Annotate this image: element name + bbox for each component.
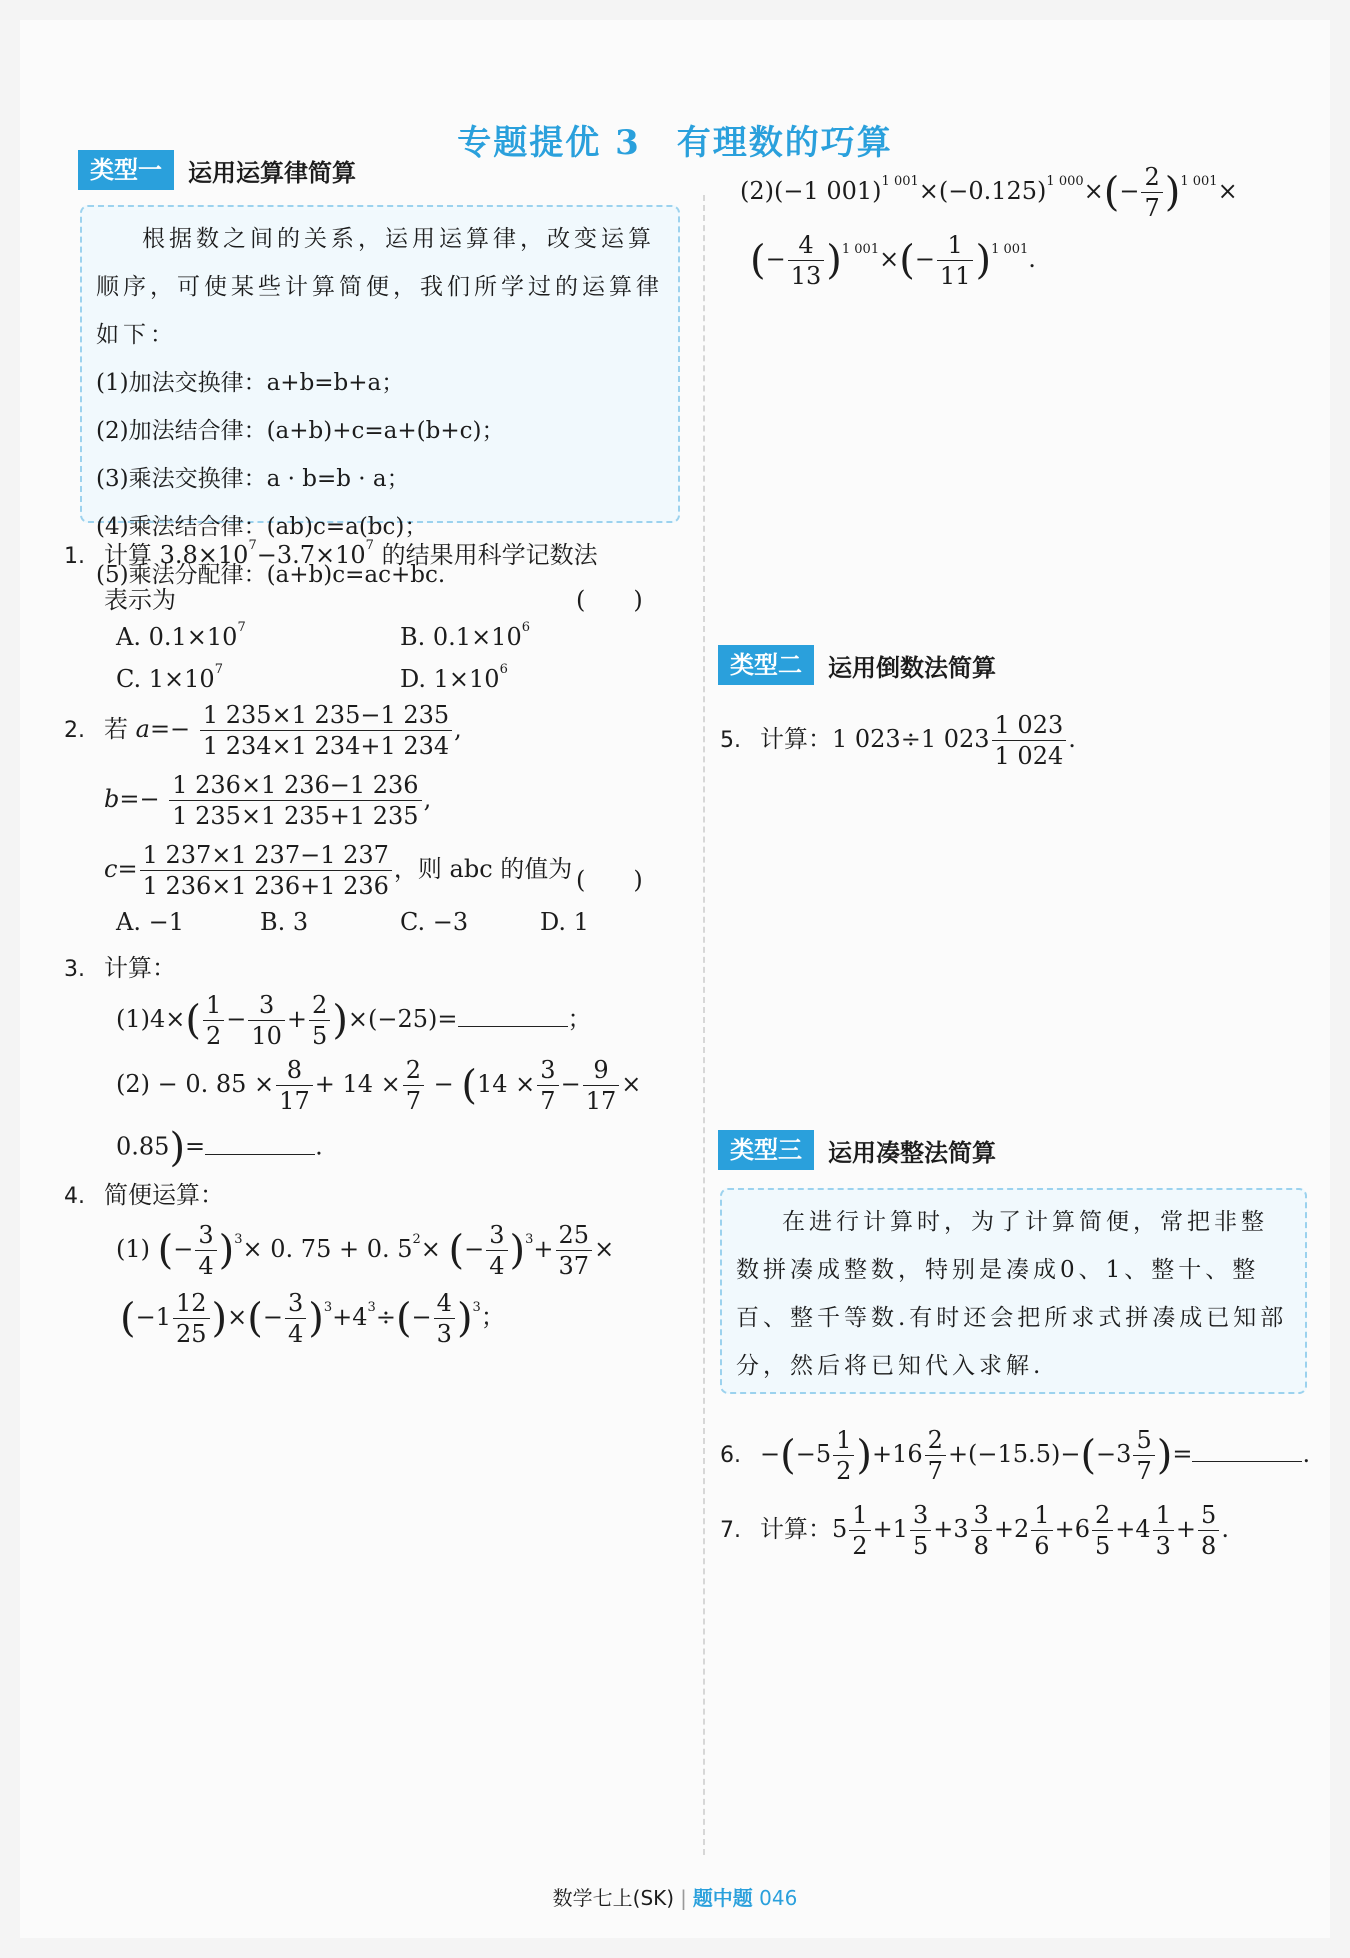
q6-c: +(−15.5)− (947, 1440, 1081, 1468)
denominator: 2 (852, 1532, 868, 1560)
denominator: 2 (836, 1457, 852, 1485)
q2-answer-paren: ( ) (576, 866, 643, 894)
question-number: 6. (720, 1443, 741, 1468)
denominator: 17 (585, 1087, 617, 1115)
section-1-tag: 类型一 (78, 150, 174, 190)
denominator: 4 (489, 1252, 505, 1280)
q1-stem-a: 计算 3.8×10 (104, 541, 249, 569)
page (20, 20, 1330, 1938)
law-5: (5)乘法分配律：(a+b)c=ac+bc. (96, 562, 446, 588)
numerator: 8 (276, 1055, 313, 1086)
exp: 3 (472, 1300, 481, 1315)
fraction (276, 1055, 313, 1116)
denominator: 4 (198, 1252, 214, 1280)
numerator: 1 237×1 237−1 237 (140, 840, 392, 871)
paren: ( (185, 997, 201, 1044)
denominator: 7 (540, 1087, 556, 1115)
equals: = (1172, 1440, 1193, 1468)
option-base: 1×10 (433, 665, 500, 693)
law-2: (2)加法结合律：(a+b)+c=a+(b+c)； (96, 418, 505, 444)
fraction (971, 1500, 992, 1561)
section-3-tag: 类型三 (718, 1130, 814, 1170)
denominator: 4 (287, 1320, 304, 1348)
semicolon: ； (480, 1303, 505, 1331)
exp: 1 000 (1046, 174, 1084, 189)
option-base: 1×10 (148, 665, 215, 693)
tip-intro: 根据数之间的关系，运用运算律，改变运算顺序，可使某些计算简便，我们所学过的运算律如下： (96, 226, 663, 348)
law-4: (4)乘法结合律：(ab)c=a(bc)； (96, 514, 428, 540)
numerator: 3 (971, 1500, 992, 1531)
q1-answer-paren: ( ) (576, 586, 643, 614)
fraction (583, 1055, 620, 1116)
numerator: 2 (1092, 1500, 1113, 1531)
q3-p2-pre: (2) − 0. 85 × (116, 1070, 275, 1098)
q2-c-fraction (140, 840, 392, 901)
footer-separator: | (680, 1886, 687, 1910)
q2-b-fraction (169, 770, 421, 831)
q7-t5: +6 (1054, 1515, 1090, 1543)
numerator: 3 (195, 1220, 216, 1251)
fraction (203, 990, 224, 1051)
option-letter: A. (116, 623, 141, 651)
fraction (1141, 162, 1162, 223)
option-letter: C. (116, 665, 142, 693)
q3-p2-mid: + 14 × (314, 1070, 401, 1098)
denominator: 7 (1136, 1457, 1152, 1485)
paren: ( (899, 237, 915, 284)
q2-option-c[interactable]: C. −3 (400, 908, 469, 936)
option-base: 0.1×10 (148, 623, 238, 651)
exp: 3 (367, 1300, 376, 1315)
q3-p1-end: ； (567, 1005, 592, 1033)
fraction (403, 1055, 424, 1116)
paren: ) (1164, 169, 1181, 216)
q3-p2-end: 0.85 (116, 1132, 170, 1161)
denominator: 1 234×1 234+1 234 (202, 732, 450, 760)
numerator: 5 (1198, 1500, 1219, 1531)
denominator: 2 (205, 1022, 222, 1050)
q2-option-b[interactable]: B. 3 (260, 908, 309, 936)
section-3-header (718, 1130, 996, 1170)
question-7 (720, 1500, 1229, 1561)
numerator: 3 (248, 990, 285, 1021)
option-base: 0.1×10 (432, 623, 522, 651)
denominator: 13 (790, 262, 822, 290)
fraction (537, 1055, 558, 1116)
law-3: (3)乘法交换律：a · b=b · a； (96, 466, 410, 492)
denominator: 1 235×1 235+1 235 (172, 802, 419, 830)
numerator: 5 (1133, 1425, 1154, 1456)
period: . (1028, 245, 1036, 273)
paren: ( (247, 1295, 263, 1342)
denominator: 1 236×1 236+1 236 (142, 872, 389, 900)
divide: ÷ (375, 1303, 396, 1331)
denominator: 7 (405, 1087, 422, 1115)
exp: 6 (521, 620, 531, 635)
numerator: 1 (937, 230, 974, 261)
period: . (315, 1132, 323, 1161)
numerator: 2 (925, 1425, 946, 1456)
fraction (1031, 1500, 1052, 1561)
q1-option-a[interactable] (116, 620, 246, 651)
paren: ) (211, 1295, 228, 1342)
exp: 3 (525, 1232, 534, 1247)
q2-option-a[interactable]: A. −1 (116, 908, 184, 936)
plus: + (533, 1235, 554, 1263)
q4-part-2: (2)(−1 $001)^{1 001}\times(-0.125)^{1 000}\times(-$ $\frac{2}{7}$ )$^{1 001}$× (740, 163, 1238, 222)
numerator: 1 236×1 236−1 236 (169, 770, 421, 801)
q1-option-b[interactable] (400, 620, 530, 651)
fraction (1153, 1500, 1174, 1561)
paren: ( (461, 1062, 478, 1109)
section-3-label: 运用凑整法简算 (828, 1138, 996, 1167)
numerator: 9 (583, 1055, 620, 1086)
numerator: 2 (309, 990, 330, 1021)
question-number: 5. (720, 728, 741, 753)
exp: 3 (323, 1300, 333, 1315)
answer-blank[interactable] (458, 1006, 568, 1027)
question-number: 2. (64, 718, 85, 743)
exp: 3 (234, 1232, 243, 1247)
page-title: 专题提优 3 有理数的巧算 (457, 123, 893, 163)
times: × (594, 1235, 615, 1263)
paren: ( (448, 1227, 465, 1274)
q1-option-c[interactable] (116, 662, 223, 693)
period: . (1068, 725, 1076, 753)
numerator: 1 023 (992, 710, 1067, 741)
tip-rounding-text: 在进行计算时，为了计算简便，常把非整数拼凑成整数，特别是凑成0、1、整十、整百、整千等数.有时还会把所求式拼凑成已知部分，然后将已知代入求解. (736, 1209, 1288, 1379)
numerator: 1 (203, 990, 224, 1021)
question-5 (720, 710, 1076, 771)
exp: 1 001 (881, 174, 919, 189)
fraction (937, 230, 974, 291)
fraction (849, 1500, 870, 1561)
period: . (1302, 1440, 1311, 1468)
exp: 6 (499, 662, 508, 677)
numerator: 1 235×1 235−1 235 (200, 700, 452, 731)
denominator: 5 (1094, 1532, 1111, 1560)
question-number: 4. (64, 1184, 85, 1209)
q6-b: +16 (872, 1440, 923, 1468)
q4-head: 简便运算： (104, 1181, 224, 1209)
paren: ( (395, 1295, 412, 1342)
section-2-label: 运用倒数法简算 (828, 653, 996, 682)
paren: ) (826, 237, 842, 284)
section-1-label: 运用运算律简算 (188, 158, 356, 187)
question-3 (64, 948, 176, 983)
q7-t3: +3 (933, 1515, 969, 1543)
paren: ) (218, 1227, 235, 1274)
paren: ( (1080, 1432, 1097, 1479)
fraction (925, 1425, 946, 1486)
fraction (1133, 1425, 1154, 1486)
numerator: 2 (403, 1055, 424, 1086)
question-number: 7. (720, 1518, 741, 1543)
question-number: 1. (64, 544, 85, 569)
fraction (788, 230, 825, 291)
fraction (992, 710, 1067, 771)
denominator: 3 (1155, 1532, 1171, 1560)
fraction (285, 1288, 306, 1349)
fraction (1092, 1500, 1113, 1561)
question-2-a: 2. 若 a=− $\frac{1 235\times 1 235-1 235}{1 234\times 1 234+1 234}$ , (64, 701, 462, 760)
fraction (434, 1288, 455, 1349)
denominator: 8 (973, 1532, 989, 1560)
numerator: 3 (910, 1500, 931, 1531)
paren: ) (308, 1295, 324, 1342)
times: × (621, 1070, 642, 1098)
exp: 7 (214, 662, 223, 677)
times: × (879, 245, 900, 273)
exp: 2 (412, 1232, 421, 1247)
numerator: 1 (833, 1425, 854, 1456)
numerator: 1 (849, 1500, 870, 1531)
q2-b-label: b=− (104, 785, 160, 813)
numerator: 3 (486, 1220, 507, 1251)
times: × (227, 1303, 248, 1331)
numerator: 2 (1141, 162, 1162, 193)
exp: 7 (237, 620, 246, 635)
answer-blank[interactable] (205, 1134, 315, 1155)
footer-book: 数学七上(SK) (552, 1886, 675, 1910)
q2-ruo: 若 (104, 715, 128, 743)
q4-part-1: (1) (− $\frac{3}{4}$ )$^3$× 0. 75 + 0. $5^2\times$ (− $\frac{3}{4}$ )$^3$+ $\frac{25}{37}$ × (116, 1221, 615, 1280)
q1-stem-b: −3.7×10 (256, 541, 366, 569)
fraction (195, 1220, 216, 1281)
page-number: 046 (759, 1886, 798, 1910)
section-2-header (718, 645, 996, 685)
times: × (1083, 177, 1104, 205)
fraction (1198, 1500, 1219, 1561)
times: × (420, 1235, 441, 1263)
q7-t7: + (1175, 1515, 1197, 1543)
q2-c-label: c= (104, 855, 138, 883)
denominator: 5 (312, 1022, 328, 1050)
paren: ) (856, 1432, 872, 1479)
q6-a: −5 (795, 1440, 832, 1468)
paren: ) (975, 237, 992, 284)
fraction (248, 990, 285, 1051)
paren: ) (509, 1227, 526, 1274)
times: × (1217, 177, 1238, 205)
denominator: 1 024 (994, 742, 1064, 770)
q4-part-2-cont: (− $\frac{4}{13}$ )$^{1 001}$×(− $\frac{1}{11}$ )$^{1 001}$. (750, 231, 1036, 290)
exp: 7 (365, 538, 374, 553)
q7-t4: +2 (993, 1515, 1030, 1543)
footer-brand: 题中题 (692, 1886, 753, 1910)
section-2-tag: 类型二 (718, 645, 814, 685)
q2-tail: ，则 abc 的值为 (393, 855, 573, 883)
q4-part-1-cont: (−1 $\frac{12}{25}$ )×(− $\frac{3}{4}$ )$^3+4^3\div(-$ $\frac{4}{3}$ )$^3$； (120, 1289, 505, 1348)
question-4 (64, 1175, 224, 1210)
question-2-b: b=− $\frac{1 236\times 1 236-1 236}{1 235\times 1 235+1 235}$ , (104, 771, 432, 830)
minus: − (760, 1440, 781, 1468)
numerator: 4 (434, 1288, 455, 1319)
q2-a-fraction (200, 700, 452, 761)
q6-d: −3 (1096, 1440, 1132, 1468)
numerator: 3 (285, 1288, 306, 1319)
paren: ) (456, 1295, 473, 1342)
q4-p2-label: (2)(−1 001) (740, 177, 882, 205)
q3-p1-pre: (1)4× (116, 1005, 186, 1033)
page-footer (20, 1882, 1330, 1911)
question-6 (720, 1425, 1310, 1486)
question-1 (64, 535, 598, 570)
q3-part-2 (116, 1055, 641, 1116)
law-1: (1)加法交换律：a+b=b+a； (96, 370, 405, 396)
exp: 1 001 (1180, 174, 1218, 189)
numerator: 1 (1153, 1500, 1174, 1531)
fraction (486, 1220, 507, 1281)
denominator: 17 (279, 1087, 310, 1115)
question-2-c (104, 840, 572, 901)
answer-blank[interactable] (1192, 1441, 1302, 1462)
column-divider (703, 195, 705, 1855)
numerator: 3 (537, 1055, 558, 1086)
q1-stem-c: 的结果用科学记数法 (373, 541, 598, 569)
tip-box-rounding (720, 1188, 1307, 1394)
option-letter: D. (400, 665, 427, 693)
q3-p1-mid: ×(−25)= (347, 1005, 458, 1033)
numerator: 1 (1031, 1500, 1052, 1531)
q1-line2 (104, 580, 176, 615)
denominator: 25 (176, 1320, 207, 1348)
paren: ( (157, 1227, 174, 1274)
fraction (833, 1425, 854, 1486)
q7-stem: 计算：5 (760, 1515, 848, 1543)
denominator: 7 (927, 1457, 943, 1485)
denominator: 7 (1144, 194, 1160, 222)
paren: ( (750, 237, 766, 284)
paren: ) (332, 997, 348, 1044)
q3-p2-in: 14 × (477, 1070, 536, 1098)
equals: = (185, 1132, 206, 1161)
q7-t6: +4 (1115, 1515, 1151, 1543)
option-letter: B. (400, 623, 426, 651)
q4-p1-f: +4 (332, 1303, 368, 1331)
q5-stem: 计算：1 023÷1 023 (760, 725, 990, 753)
fraction (309, 990, 330, 1051)
section-1-header (78, 150, 356, 190)
fraction (910, 1500, 931, 1561)
denominator: 3 (436, 1320, 452, 1348)
q2-option-d[interactable]: D. 1 (540, 908, 589, 936)
q4-p2-a: ×(−0.125) (918, 177, 1047, 205)
period: . (1221, 1515, 1229, 1543)
paren: ( (1103, 169, 1120, 216)
paren: ( (780, 1432, 796, 1479)
paren: ) (1156, 1432, 1173, 1479)
q3-head: 计算： (104, 954, 176, 982)
numerator: 12 (173, 1288, 210, 1319)
q3-part-2-cont (116, 1125, 323, 1171)
denominator: 11 (939, 262, 971, 290)
fraction (173, 1288, 210, 1349)
question-number: 3. (64, 957, 85, 982)
q7-t2: +1 (872, 1515, 908, 1543)
q4-p1-label: (1) (116, 1235, 150, 1263)
paren: ( (120, 1295, 136, 1342)
fraction (556, 1220, 593, 1281)
exp: 1 001 (991, 242, 1029, 257)
denominator: 37 (558, 1252, 590, 1280)
minus: − (560, 1070, 581, 1098)
q2-a-label: a=− (135, 715, 191, 743)
exp: 7 (248, 538, 257, 553)
numerator: 25 (556, 1220, 593, 1251)
paren: ) (169, 1125, 186, 1171)
minus: − (433, 1070, 454, 1098)
exp: 1 001 (841, 242, 880, 257)
numerator: 4 (788, 230, 825, 261)
q3-part-1: (1)4×( $\frac{1}{2}$ − $\frac{3}{10}$ + $\frac{2}{5}$ )×(−25)= ； (116, 991, 592, 1050)
q1-line2-text: 表示为 (104, 586, 176, 614)
denominator: 5 (912, 1532, 929, 1560)
q4-p1-a: × 0. 75 + 0. 5 (242, 1235, 413, 1263)
denominator: 8 (1201, 1532, 1217, 1560)
denominator: 10 (251, 1022, 282, 1050)
q1-option-d[interactable] (400, 662, 508, 693)
denominator: 6 (1034, 1532, 1050, 1560)
